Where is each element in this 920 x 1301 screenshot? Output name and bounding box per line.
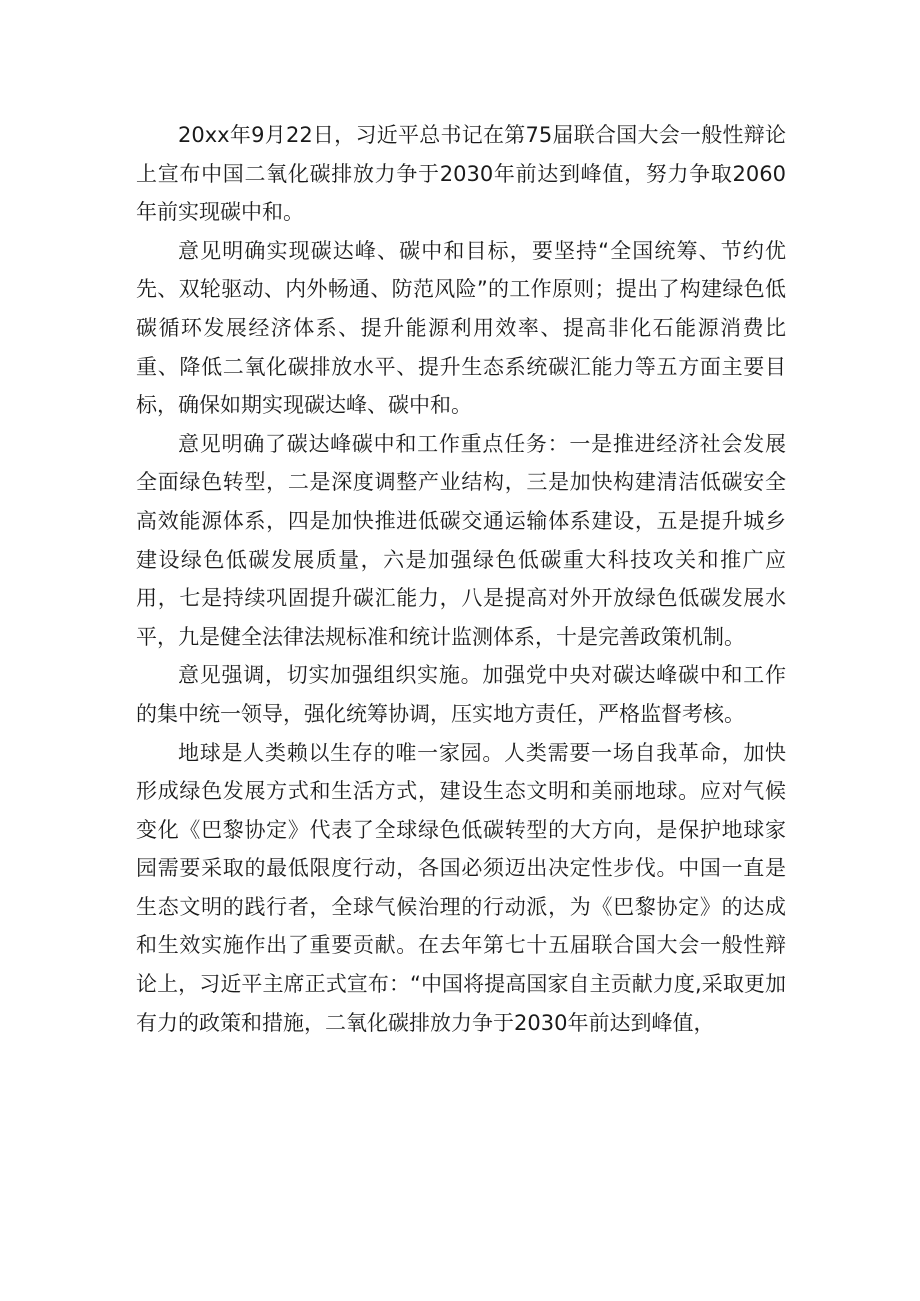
paragraph-organization: 意见强调，切实加强组织实施。加强党中央对碳达峰碳中和工作的集中统一领导，强化统筹协调，压实地方责任，严格监督考核。 [136, 663, 786, 726]
document-body [136, 116, 786, 1042]
paragraph-key-tasks: 意见明确了碳达峰碳中和工作重点任务：一是推进经济社会发展全面绿色转型，二是深度调整产业结构，三是加快构建清洁低碳安全高效能源体系，四是加快推进低碳交通运输体系建设，五是提升城乡建设绿色低碳发展质量，六是加强绿色低碳重大科技攻关和推广应用，七是持续巩固提升碳汇能力，八是提高对外开放绿色低碳发展水平，九是健全法律法规标准和统计监测体系，十是完善政策机制。 [136, 431, 786, 649]
paragraph-earth-home: 地球是人类赖以生存的唯一家园。人类需要一场自我革命，加快形成绿色发展方式和生活方式，建设生态文明和美丽地球。应对气候变化《巴黎协定》代表了全球绿色低碳转型的大方向，是保护地球家园需要采取的最低限度行动，各国必须迈出决定性步伐。中国一直是生态文明的践行者，全球气候治理的行动派，为《巴黎协定》的达成和生效实施作出了重要贡献。在去年第七十五届联合国大会一般性辩论上，习近平主席正式宣布：“中国将提高国家自主贡献力度,采取更加有力的政策和措施，二氧化碳排放力争于2030年前达到峰值， [136, 740, 786, 1035]
paragraph-work-principles: 意见明确实现碳达峰、碳中和目标，要坚持“全国统筹、节约优先、双轮驱动、内外畅通、防范风险”的工作原则；提出了构建绿色低碳循环发展经济体系、提升能源利用效率、提高非化石能源消费比重、降低二氧化碳排放水平、提升生态系统碳汇能力等五方面主要目标，确保如期实现碳达峰、碳中和。 [136, 238, 786, 418]
paragraph-peak-announcement: 20xx年9月22日，习近平总书记在第75届联合国大会一般性辩论上宣布中国二氧化碳排放力争于2030年前达到峰值，努力争取2060年前实现碳中和。 [136, 123, 786, 225]
